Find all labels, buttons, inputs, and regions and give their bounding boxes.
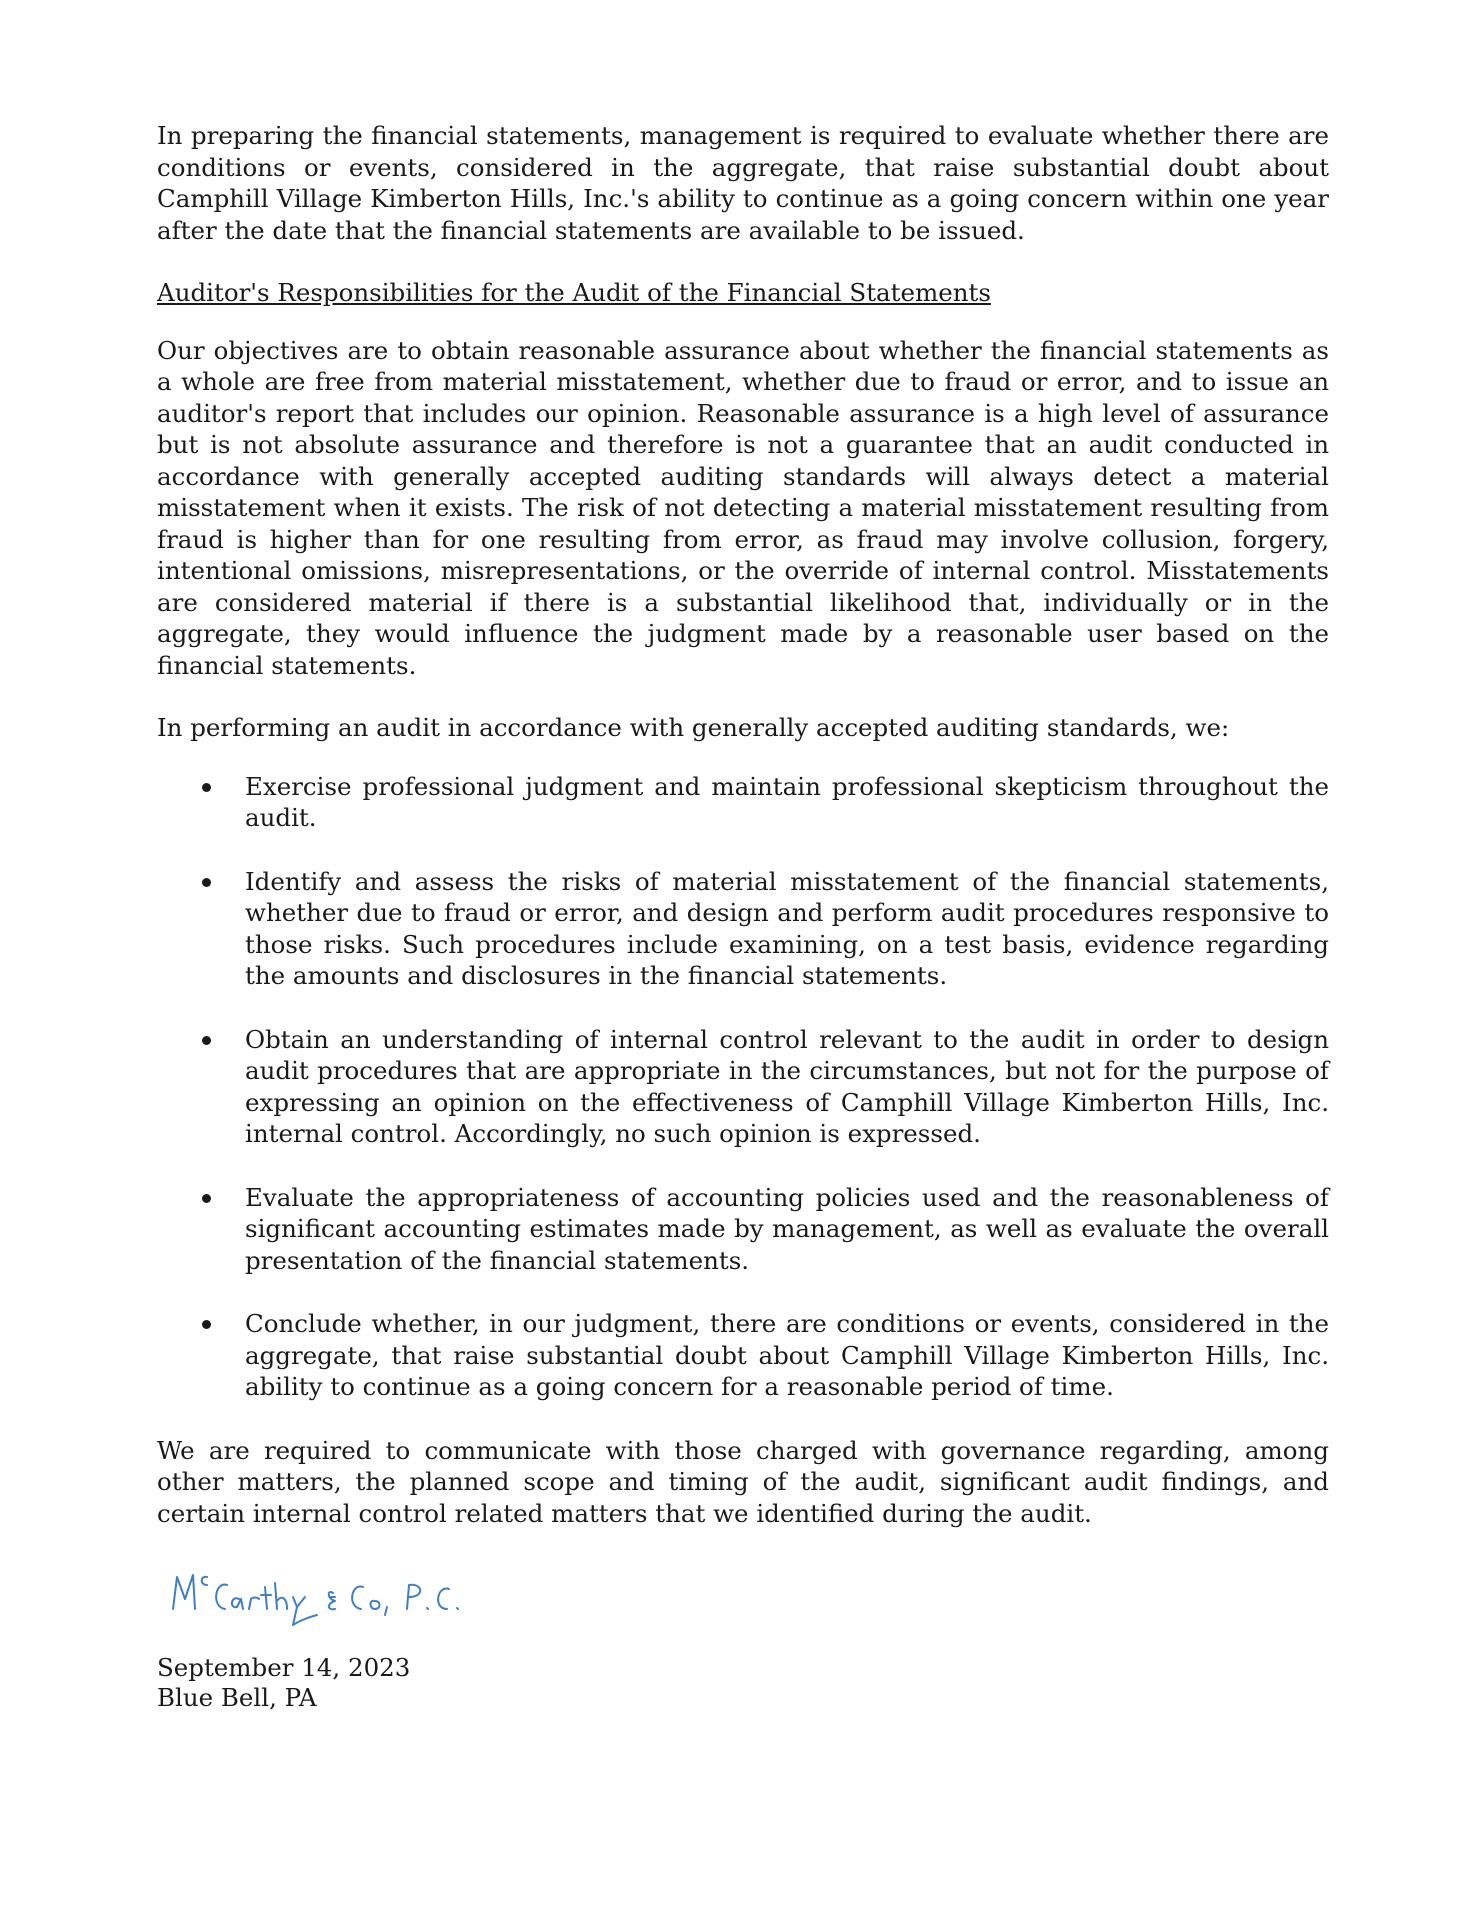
auditor-responsibilities-heading: Auditor's Responsibilities for the Audit of the Financial Statements (157, 278, 991, 307)
list-item-text: Evaluate the appropriateness of accounting policies used and the reasonableness of significant accounting estimates made by management, as well as evaluate the overall presentation of the financial statements. (245, 1182, 1329, 1275)
firm-signature (167, 1563, 467, 1633)
list-item (157, 1024, 1329, 1150)
list-item (157, 1308, 1329, 1403)
list-item-text: Obtain an understanding of internal control relevant to the audit in order to design audit procedures that are appropriate in the circumstances, but not for the purpose of expressing an opinion on the effectiveness of Camphill Village Kimberton Hills, Inc. internal control. Accordingly, no such opinion is expressed. (245, 1024, 1329, 1148)
bullet-icon (202, 1320, 211, 1329)
audit-report-body (157, 120, 1329, 1713)
report-date-location (157, 1653, 1329, 1713)
performing-audit-intro: In performing an audit in accordance with generally accepted auditing standards, we: (157, 713, 1230, 742)
list-item (157, 866, 1329, 992)
list-item (157, 1182, 1329, 1277)
bullet-icon (202, 1036, 211, 1045)
going-concern-paragraph: In preparing the financial statements, management is required to evaluate whether there are conditions or events, considered in the aggregate, that raise substantial doubt about Camphill Village Kimberton Hills, Inc.'s ability to continue as a going concern within one year after the date that the financial statements are available to be issued. (157, 121, 1329, 245)
report-location: Blue Bell, PA (157, 1683, 317, 1712)
report-date: September 14, 2023 (157, 1653, 411, 1682)
audit-procedures-list (157, 771, 1329, 1403)
objectives-paragraph: Our objectives are to obtain reasonable assurance about whether the financial statements as a whole are free from material misstatement, whether due to fraud or error, and to issue an auditor's report that includes our opinion. Reasonable assurance is a high level of assurance but is not absolute assurance and therefore is not a guarantee that an audit conducted in accordance with generally accepted auditing standards will always detect a material misstatement when it exists. The risk of not detecting a material misstatement resulting from fraud is higher than for one resulting from error, as fraud may involve collusion, forgery, intentional omissions, misrepresentations, or the override of internal control. Misstatements are considered material if there is a substantial likelihood that, individually or in the aggregate, they would influence the judgment made by a reasonable user based on the financial statements. (157, 335, 1329, 680)
bullet-icon (202, 783, 211, 792)
communication-paragraph: We are required to communicate with those charged with governance regarding, among other matters, the planned scope and timing of the audit, significant audit findings, and certain internal control related matters that we identified during the audit. (157, 1435, 1329, 1528)
bullet-icon (202, 878, 211, 887)
list-item-text: Identify and assess the risks of material misstatement of the financial statements, whether due to fraud or error, and design and perform audit procedures responsive to those risks. Such procedures include examining, on a test basis, evidence regarding the amounts and disclosures in the financial statements. (245, 866, 1329, 990)
handwritten-signature-icon (167, 1563, 467, 1633)
list-item-text: Exercise professional judgment and maintain professional skepticism throughout the audit. (245, 771, 1329, 832)
list-item (157, 771, 1329, 834)
list-item-text: Conclude whether, in our judgment, there are conditions or events, considered in the aggregate, that raise substantial doubt about Camphill Village Kimberton Hills, Inc. ability to continue as a going concern for a reasonable period of time. (245, 1309, 1329, 1401)
bullet-icon (202, 1194, 211, 1203)
